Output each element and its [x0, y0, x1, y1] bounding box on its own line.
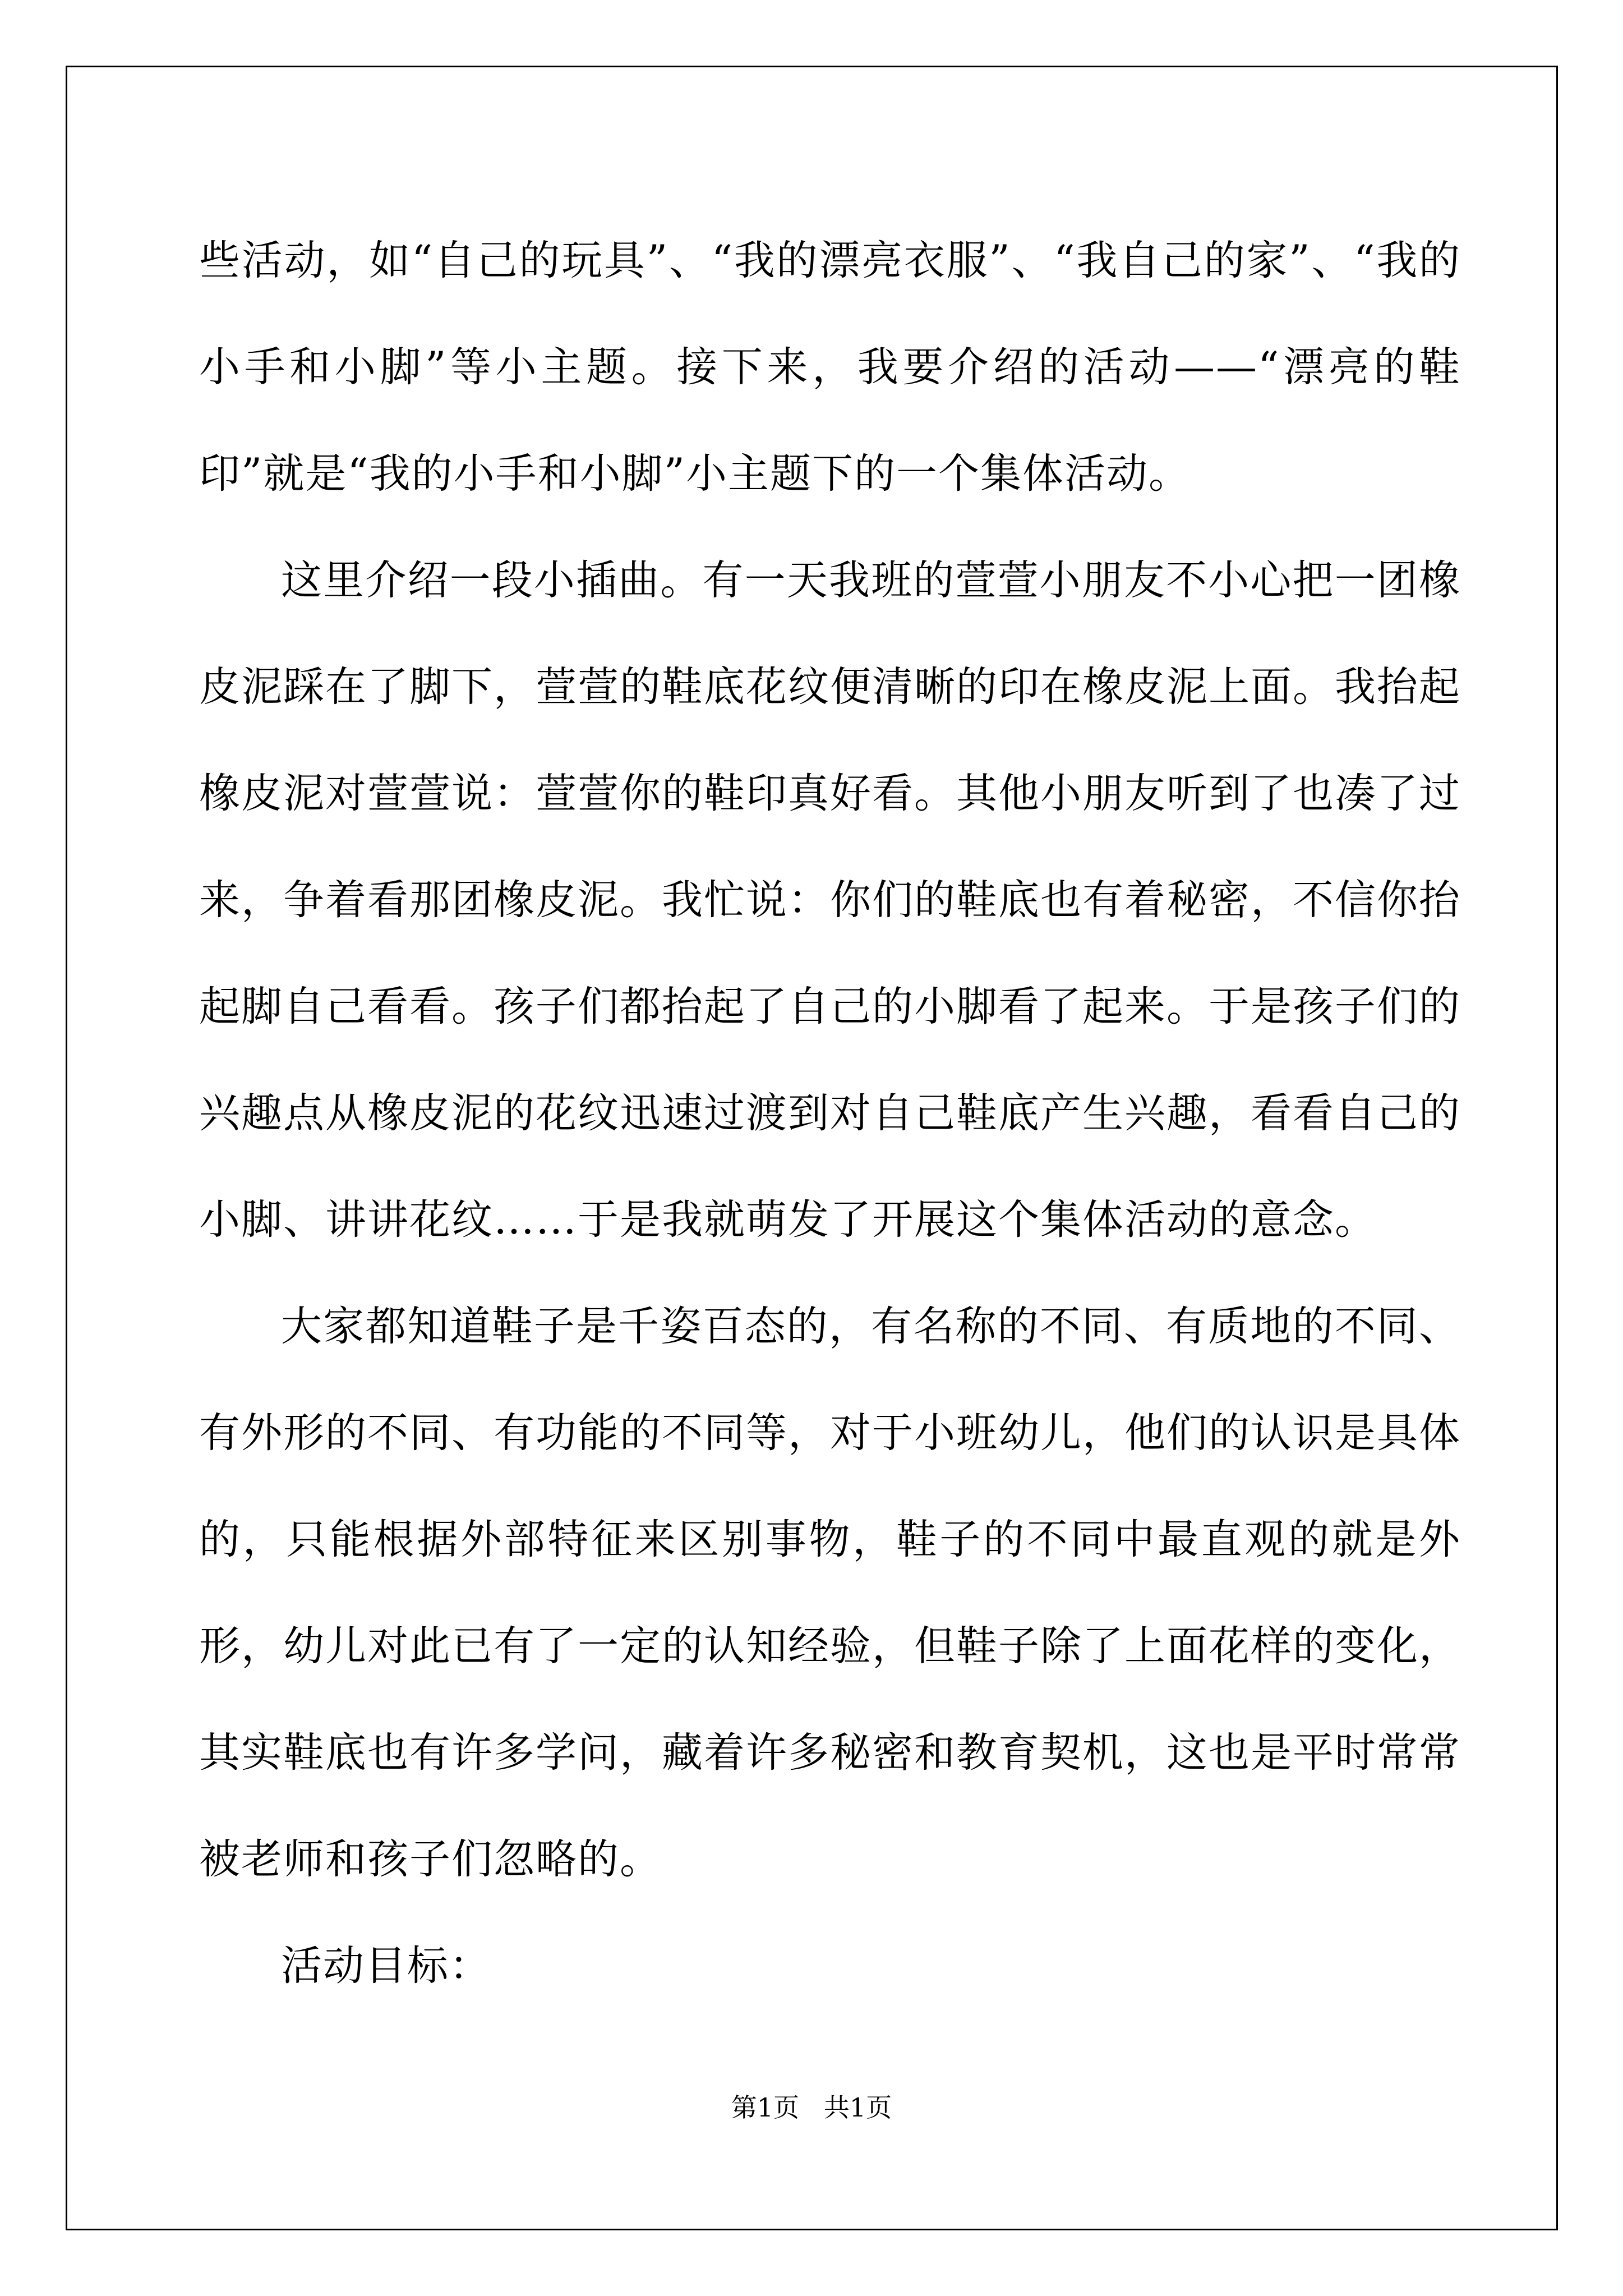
paragraph-2: 这里介绍一段小插曲。有一天我班的萱萱小朋友不小心把一团橡皮泥踩在了脚下，萱萱的鞋底花纹便清晰的印在橡皮泥上面。我抬起橡皮泥对萱萱说：萱萱你的鞋印真好看。其他小朋友听到了也凑了过来，争着看那团橡皮泥。我忙说：你们的鞋底也有着秘密，不信你抬起脚自己看看。孩子们都抬起了自己的小脚看了起来。于是孩子们的兴趣点从橡皮泥的花纹迅速过渡到对自己鞋底产生兴趣，看看自己的小脚、讲讲花纹……于是我就萌发了开展这个集体活动的意念。: [199, 556, 1461, 1244]
document-body: [199, 208, 1461, 2019]
paragraph-3: 大家都知道鞋子是千姿百态的，有名称的不同、有质地的不同、有外形的不同、有功能的不同等，对于小班幼儿，他们的认识是具体的，只能根据外部特征来区别事物，鞋子的不同中最直观的就是外形，幼儿对此已有了一定的认知经验，但鞋子除了上面花样的变化，其实鞋底也有许多学问，藏着许多秘密和教育契机，这也是平时常常被老师和孩子们忽略的。: [199, 1303, 1461, 1883]
paragraph-4: 活动目标：: [281, 1942, 491, 1990]
paragraph-1: 些活动，如“自己的玩具”、“我的漂亮衣服”、“我自己的家”、“我的小手和小脚”等小主题。接下来，我要介绍的活动——“漂亮的鞋印”就是“我的小手和小脚”小主题下的一个集体活动。: [199, 237, 1461, 498]
page-number-footer: 第1页 共1页: [731, 2092, 892, 2123]
